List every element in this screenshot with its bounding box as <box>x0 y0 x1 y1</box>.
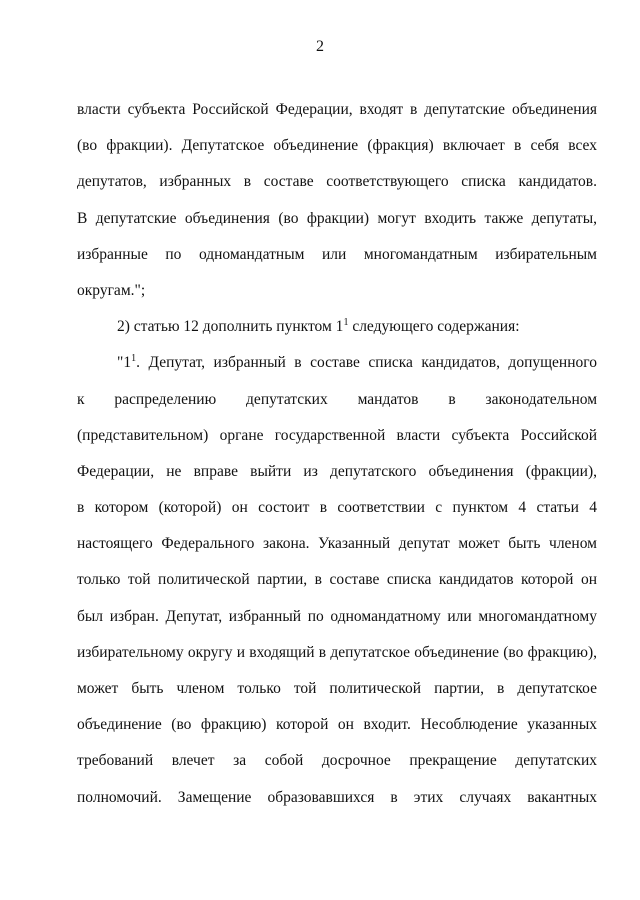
text-line: в котором (которой) он состоит в соответствии с пунктом 4 статьи 4 <box>77 499 597 517</box>
text-line: может быть членом только той политической партии, в депутатское <box>77 680 597 697</box>
text-line: избранные по одномандатным или многомандатным избирательным <box>77 245 597 263</box>
quoted-paragraph-start <box>77 353 597 389</box>
page-number: 2 <box>316 38 324 55</box>
text-line: настоящего Федерального закона. Указанный депутат может быть членом <box>77 535 597 553</box>
amendment-text: 2) статью 12 дополнить пунктом 1 <box>117 318 344 336</box>
text-line: только той политической партии, в составе списка кандидатов которой он <box>77 571 597 589</box>
text-line: округам."; <box>77 281 146 299</box>
text-line: избирательному округу и входящий в депутатское объединение (во фракцию), <box>77 643 597 661</box>
amendment-item <box>77 317 597 353</box>
text-line: требований влечет за собой досрочное прекращение депутатских <box>77 752 597 770</box>
text-line: власти субъекта Российской Федерации, входят в депутатские объединения <box>77 101 597 118</box>
text-line: депутатов, избранных в составе соответствующего списка кандидатов. <box>77 173 597 191</box>
text-line: полномочий. Замещение образовавшихся в этих случаях вакантных <box>77 788 597 806</box>
amendment-text: следующего содержания: <box>348 318 520 336</box>
text-line: (во фракции). Депутатское объединение (фракция) включает в себя всех <box>77 137 597 155</box>
text-line: к распределению депутатских мандатов в законодательном <box>77 390 597 408</box>
superscript: 1 <box>343 317 349 329</box>
text-line: (представительном) органе государственной власти субъекта Российской <box>77 426 597 444</box>
text-span: . Депутат, избранный в составе списка кандидатов, допущенного <box>136 354 597 372</box>
superscript: 1 <box>131 353 137 365</box>
text-line: Федерации, не вправе выйти из депутатского объединения (фракции), <box>77 462 597 480</box>
text-line: был избран. Депутат, избранный по одномандатному или многомандатному <box>77 607 597 625</box>
text-line: В депутатские объединения (во фракции) могут входить также депутаты, <box>77 209 597 227</box>
text-line: объединение (во фракцию) которой он входит. Несоблюдение указанных <box>77 716 597 734</box>
quote-open: "1 <box>117 354 132 372</box>
document-body <box>77 100 597 824</box>
